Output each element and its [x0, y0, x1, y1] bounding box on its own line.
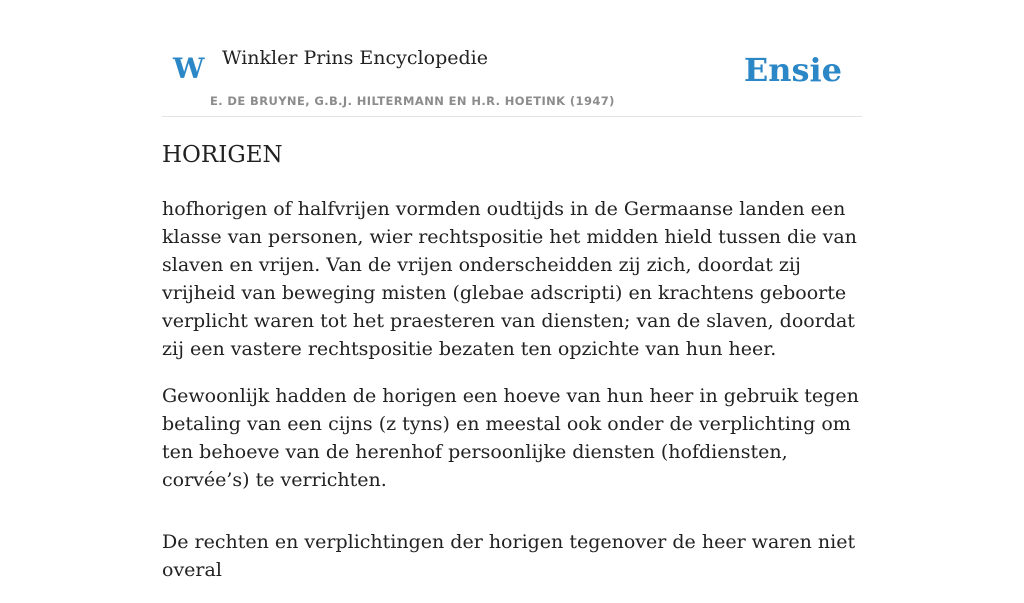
ensie-brand-link[interactable]: Ensie — [743, 51, 842, 89]
article-paragraph: hofhorigen of halfvrijen vormden oudtijds in de Germaanse landen een klasse van personen, wier rechtspositie het midden hield tussen die van slaven en vrijen. Van de vrijen onderscheidden zij zich, doordat zij vrijheid van beweging misten (glebae adscripti) en krachtens geboorte verplicht waren tot het praesteren van diensten; van de slaven, doordat zij een vastere rechtspositie bezaten ten opzichte van hun heer. — [162, 198, 857, 360]
source-title-link[interactable]: Winkler Prins Encyclopedie — [222, 47, 488, 69]
article-body — [162, 138, 862, 603]
article-paragraph: De rechten en verplichtingen der horigen tegenover de heer waren niet overal — [162, 531, 856, 581]
winkler-prins-logo-icon: W — [173, 52, 205, 85]
source-header — [162, 0, 862, 117]
article-paragraph: Gewoonlijk hadden de horigen een hoeve van hun heer in gebruik tegen betaling van een cijns (z tyns) en meestal ook onder de verplichting om ten behoeve van de herenhof persoonlijke diensten (hofdiensten, corvée’s) te verrichten. — [162, 385, 859, 491]
source-authors: E. DE BRUYNE, G.B.J. HILTERMANN EN H.R. HOETINK (1947) — [210, 94, 615, 108]
article-headword: HORIGEN — [162, 142, 283, 168]
